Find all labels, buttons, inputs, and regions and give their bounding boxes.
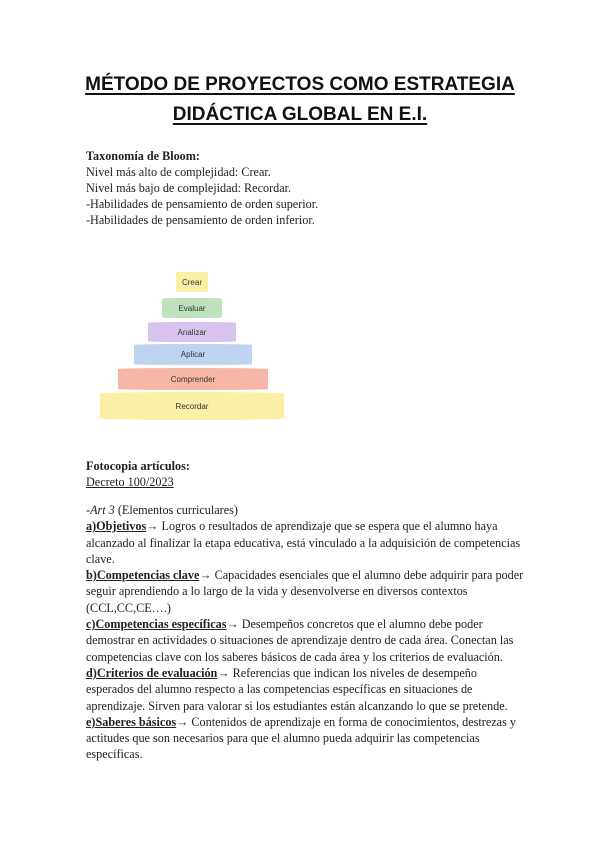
taxonomy-heading: Taxonomía de Bloom: — [86, 149, 200, 163]
pyramid-level-crear — [176, 272, 208, 292]
bloom-pyramid-diagram — [90, 268, 300, 428]
fotocopia-heading: Fotocopia artículos: — [86, 459, 190, 473]
title-line-2: DIDÁCTICA GLOBAL EN E.I. — [172, 104, 428, 125]
taxonomy-line: -Habilidades de pensamiento de orden superior. — [86, 197, 319, 211]
taxonomy-line: Nivel más bajo de complejidad: Recordar. — [86, 181, 292, 195]
title-line-1: MÉTODO DE PROYECTOS COMO ESTRATEGIA — [85, 74, 515, 95]
article-number: Art 3 — [90, 503, 115, 517]
article-item — [86, 616, 526, 665]
pyramid-level-recordar — [100, 392, 284, 420]
article-dash: - — [86, 503, 91, 517]
pyramid-level-aplicar — [134, 344, 252, 365]
pyramid-label: Comprender — [170, 374, 216, 384]
pyramid-label: Analizar — [177, 327, 207, 337]
item-text: → Referencias que indican los niveles de desempeño esperados del alumno respecto a las competencias específicas en situaciones de aprendizaje. Sirven para valorar si los estudiantes están alcanzando lo que se pretende. — [86, 665, 508, 713]
taxonomy-line: -Habilidades de pensamiento de orden inferior. — [86, 213, 315, 227]
article-heading — [86, 502, 526, 518]
pyramid-level-analizar — [148, 322, 236, 342]
item-text: → Contenidos de aprendizaje en forma de conocimientos, destrezas y actitudes que son necesarios para que el alumno pueda adquirir las competencias específicas. — [86, 714, 516, 762]
pyramid-label: Crear — [181, 277, 202, 287]
pyramid-label: Recordar — [175, 401, 209, 411]
article-item — [86, 518, 526, 567]
item-text: → Logros o resultados de aprendizaje que se espera que el alumno haya alcanzado al finalizar la etapa educativa, está vinculado a la adquisición de competencias clave. — [86, 519, 521, 566]
pyramid-label: Aplicar — [180, 350, 206, 359]
item-text: → Desempeños concretos que el alumno debe poder demostrar en actividades o situaciones de aprendizaje dentro de cada área. Conectan las competencias clave con los saberes básicos de cada área y los criterios de evaluación. — [86, 617, 514, 664]
item-term: b)Competencias clave — [86, 568, 200, 583]
item-term: a)Objetivos — [86, 519, 147, 534]
taxonomy-line: Nivel más alto de complejidad: Crear. — [86, 165, 271, 179]
document-title — [60, 70, 540, 130]
articulo-section — [86, 502, 526, 763]
item-term: e)Saberes básicos — [86, 714, 177, 729]
decreto-link: Decreto 100/2023 — [86, 475, 174, 489]
item-term: d)Criterios de evaluación — [86, 665, 218, 680]
pyramid-label: Evaluar — [178, 303, 206, 313]
pyramid-level-comprender — [118, 368, 268, 390]
item-text: → Capacidades esenciales que el alumno debe adquirir para poder seguir aprendiendo a lo largo de la vida y desenvolverse en diversos contextos (CCL,CC,CE….) — [86, 568, 524, 615]
fotocopia-section — [86, 458, 526, 490]
taxonomy-section — [86, 148, 526, 228]
item-term: c)Competencias específicas — [86, 617, 227, 632]
article-item — [86, 665, 526, 714]
article-item — [86, 567, 526, 616]
pyramid-level-evaluar — [162, 298, 222, 318]
article-subtitle: (Elementos curriculares) — [114, 503, 238, 517]
article-item — [86, 714, 526, 763]
